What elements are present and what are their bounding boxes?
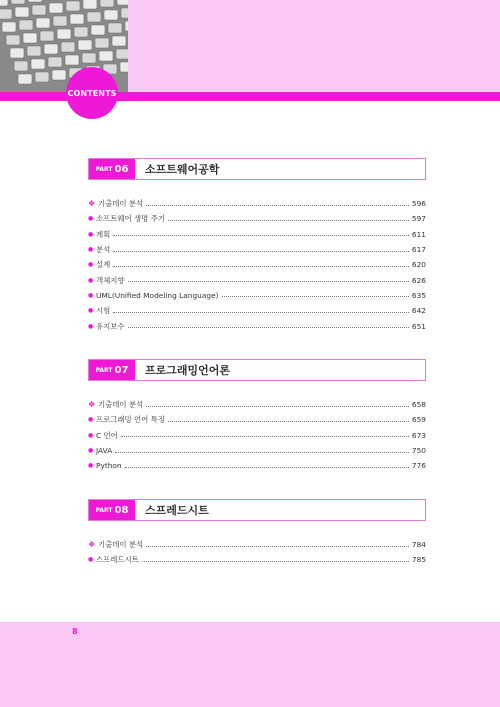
part-header — [88, 359, 426, 381]
toc-entry — [88, 412, 426, 427]
toc-entry-label: 계획 — [96, 229, 111, 239]
dot-leader — [125, 466, 409, 468]
toc-entry — [88, 196, 426, 211]
toc-list — [88, 537, 426, 568]
toc-entry-page: 673 — [411, 430, 426, 440]
toc-entry-page: 658 — [411, 400, 426, 410]
toc-entry-label: 분석 — [96, 245, 111, 255]
part-section-06 — [88, 158, 426, 334]
dot-leader — [222, 295, 409, 297]
dot-bullet-icon: ● — [88, 261, 94, 269]
toc-entry-page: 635 — [411, 290, 426, 300]
part-title: 프로그래밍언어론 — [145, 364, 231, 377]
part-label: PART — [95, 165, 113, 173]
toc-entry-page: 611 — [411, 229, 426, 239]
dot-leader — [146, 545, 409, 547]
part-tag — [89, 159, 135, 179]
toc-entry — [88, 443, 426, 458]
dot-bullet-icon: ● — [88, 556, 94, 564]
toc-entry-label: Python — [96, 461, 122, 471]
toc-entry — [88, 552, 426, 567]
dot-bullet-icon: ● — [88, 246, 94, 254]
dot-bullet-icon: ● — [88, 276, 94, 284]
contents-badge — [66, 67, 118, 119]
part-label: PART — [95, 506, 113, 514]
dot-leader — [168, 219, 409, 221]
page-number: 8 — [72, 627, 78, 636]
part-title: 스프레드시트 — [145, 504, 209, 517]
dot-bullet-icon: ● — [88, 230, 94, 238]
star-bullet-icon: ❖ — [88, 199, 96, 209]
toc-entry-label: 스프레드시트 — [96, 555, 139, 565]
part-tag — [89, 500, 135, 520]
dot-leader — [121, 435, 409, 437]
toc-entry-label: 객체지향 — [96, 275, 125, 285]
dot-bullet-icon: ● — [88, 291, 94, 299]
dot-leader — [113, 234, 409, 236]
toc-entry — [88, 318, 426, 333]
toc-entry — [88, 257, 426, 272]
dot-bullet-icon: ● — [88, 462, 94, 470]
toc-entry-label: 기출데이 분석 — [98, 540, 144, 550]
part-number: 06 — [114, 163, 129, 175]
toc-entry — [88, 397, 426, 412]
dot-bullet-icon: ● — [88, 416, 94, 424]
toc-entry-label: UML(Unified Modeling Language) — [96, 290, 219, 300]
toc-entry-label: 기출데이 분석 — [98, 199, 144, 209]
dot-leader — [128, 326, 409, 328]
part-header — [88, 499, 426, 521]
toc-entry-page: 596 — [411, 199, 426, 209]
dot-leader — [142, 560, 409, 562]
dot-bullet-icon: ● — [88, 215, 94, 223]
dot-bullet-icon: ● — [88, 307, 94, 315]
dot-leader — [113, 311, 409, 313]
part-number: 07 — [114, 364, 129, 376]
toc-entry — [88, 288, 426, 303]
toc-entry-page: 784 — [411, 540, 426, 550]
dot-leader — [146, 204, 409, 206]
star-bullet-icon: ❖ — [88, 540, 96, 550]
toc-entry-page: 776 — [411, 461, 426, 471]
toc-entry-label: JAVA — [96, 446, 113, 456]
dot-bullet-icon: ● — [88, 431, 94, 439]
part-label: PART — [95, 366, 113, 374]
dot-leader — [113, 265, 409, 267]
part-section-07 — [88, 359, 426, 473]
toc-entry-page: 659 — [411, 415, 426, 425]
toc-list — [88, 196, 426, 334]
toc-entry-label: 유지보수 — [96, 321, 125, 331]
toc-entry — [88, 537, 426, 552]
toc-entry-page: 750 — [411, 446, 426, 456]
toc-entry — [88, 242, 426, 257]
star-bullet-icon: ❖ — [88, 400, 96, 410]
toc-list — [88, 397, 426, 473]
toc-entry-label: 시험 — [96, 306, 111, 316]
toc-entry-page: 597 — [411, 214, 426, 224]
dot-leader — [115, 451, 409, 453]
dot-bullet-icon: ● — [88, 447, 94, 455]
part-title: 소프트웨어공학 — [145, 163, 220, 176]
toc-entry-page: 626 — [411, 275, 426, 285]
toc-entry-page: 785 — [411, 555, 426, 565]
dot-leader — [168, 420, 409, 422]
toc-entry-label: C 언어 — [96, 430, 118, 440]
contents-label: CONTENTS — [67, 88, 117, 98]
dot-leader — [146, 405, 409, 407]
part-header — [88, 158, 426, 180]
toc-entry — [88, 428, 426, 443]
dot-leader — [113, 250, 409, 252]
part-number: 08 — [114, 504, 129, 516]
toc-entry-page: 617 — [411, 245, 426, 255]
toc-entry-label: 설계 — [96, 260, 111, 270]
dot-leader — [128, 280, 409, 282]
dot-bullet-icon: ● — [88, 322, 94, 330]
toc-entry-page: 642 — [411, 306, 426, 316]
toc-entry-label: 기출데이 분석 — [98, 400, 144, 410]
toc-entry — [88, 458, 426, 473]
toc-entry — [88, 272, 426, 287]
toc-entry-label: 소프트웨어 생명 주기 — [96, 214, 165, 224]
part-section-08 — [88, 499, 426, 568]
toc-entry — [88, 227, 426, 242]
toc-entry — [88, 303, 426, 318]
toc-entry-page: 651 — [411, 321, 426, 331]
toc-entry-label: 프로그래밍 언어 특징 — [96, 415, 165, 425]
part-tag — [89, 360, 135, 380]
toc-entry — [88, 211, 426, 226]
toc-entry-page: 620 — [411, 260, 426, 270]
